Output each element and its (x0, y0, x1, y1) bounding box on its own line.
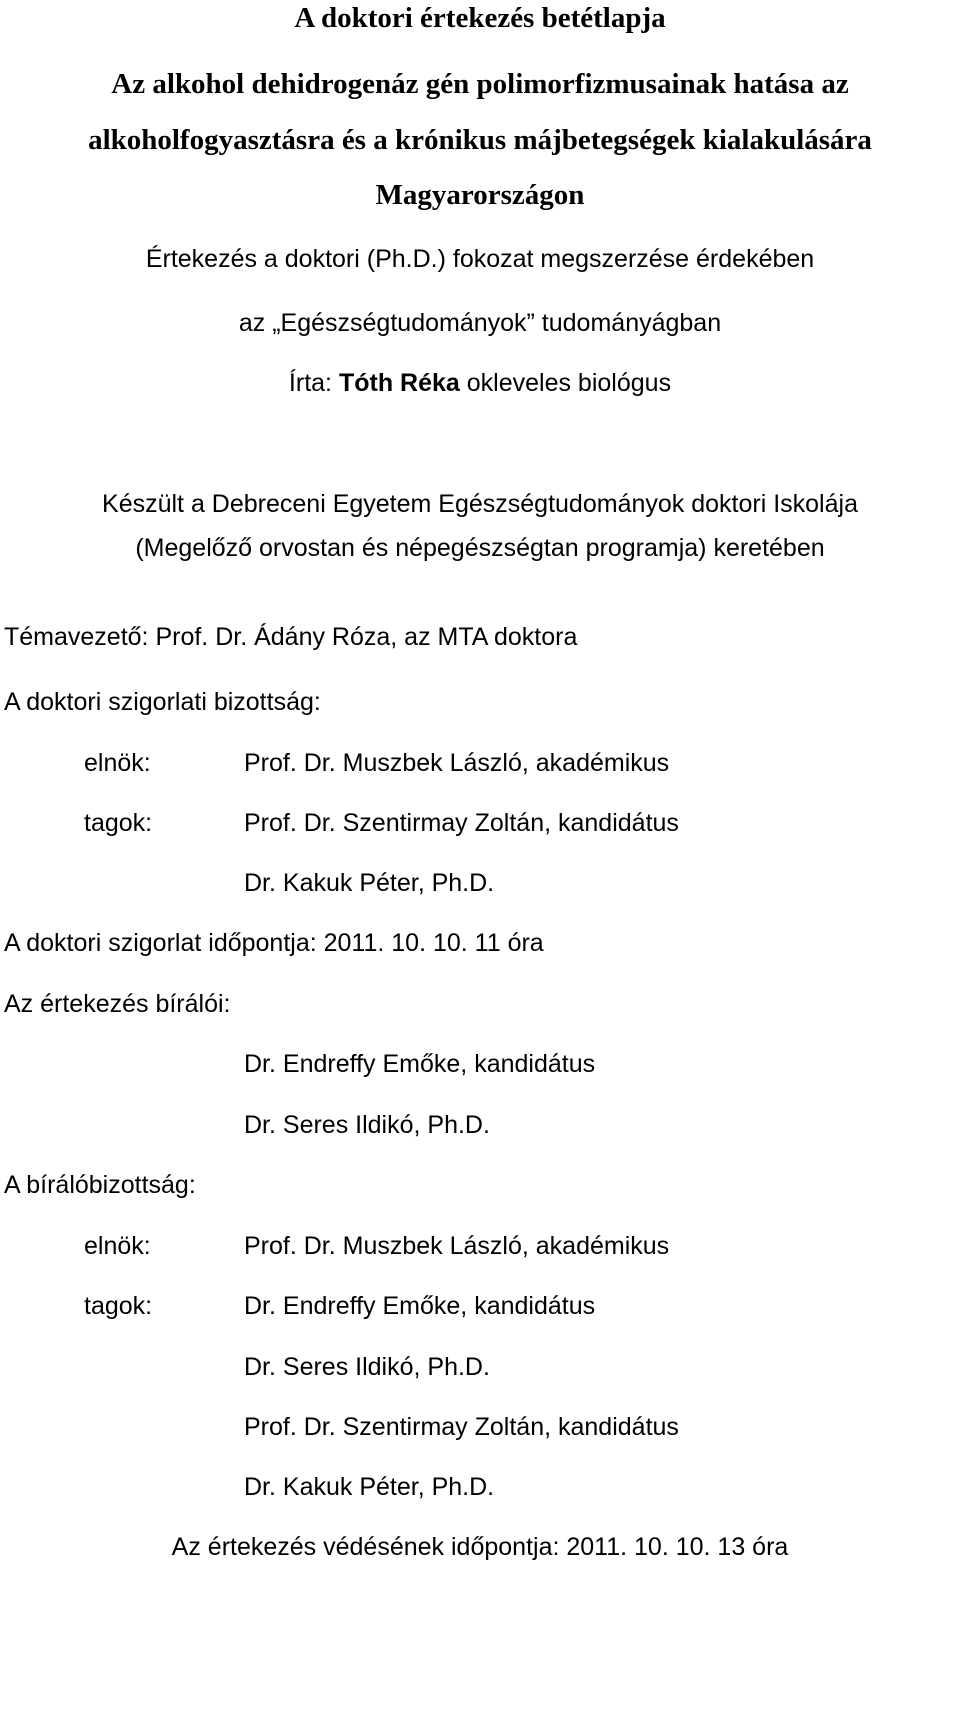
author-line (0, 366, 960, 400)
exam-members-label: tagok: (84, 809, 153, 837)
review-member: Dr. Endreffy Emőke, kandidátus (244, 1292, 596, 1320)
thesis-title-line-1: Az alkohol dehidrogenáz gén polimorfizmusainak hatása az (111, 68, 849, 100)
review-member: Dr. Seres Ildikó, Ph.D. (244, 1353, 490, 1381)
degree-line-2: az „Egészségtudományok” tudományágban (238, 309, 722, 337)
degree-line-1: Értekezés a doktori (Ph.D.) fokozat megszerzése érdekében (145, 245, 815, 273)
exam-member: Dr. Kakuk Péter, Ph.D. (244, 869, 495, 897)
review-member: Prof. Dr. Szentirmay Zoltán, kandidátus (244, 1413, 679, 1441)
thesis-title-line-3: Magyarországon (375, 179, 585, 211)
review-chair-label: elnök: (84, 1232, 151, 1260)
review-member: Dr. Kakuk Péter, Ph.D. (244, 1473, 495, 1501)
exam-member: Prof. Dr. Szentirmay Zoltán, kandidátus (244, 809, 679, 837)
exam-chair-label: elnök: (84, 749, 151, 777)
reviewer-name: Dr. Endreffy Emőke, kandidátus (244, 1050, 596, 1078)
school-line-2: (Megelőző orvostan és népegészségtan programja) keretében (135, 534, 825, 562)
thesis-title-line-2: alkoholfogyasztásra és a krónikus májbetegségek kialakulására (88, 124, 872, 156)
defense-date-line: Az értekezés védésének időpontja: 2011. 10. 10. 13 óra (171, 1533, 789, 1561)
exam-committee-heading: A doktori szigorlati bizottság: (4, 688, 321, 716)
author-suffix: okleveles biológus (466, 369, 672, 397)
page-title: A doktori értekezés betétlapja (294, 2, 666, 34)
author-prefix: Írta: (288, 369, 332, 397)
exam-chair-name: Prof. Dr. Muszbek László, akadémikus (244, 749, 670, 777)
school-line-1: Készült a Debreceni Egyetem Egészségtudományok doktori Iskolája (102, 490, 858, 518)
review-chair-name: Prof. Dr. Muszbek László, akadémikus (244, 1232, 670, 1260)
reviewers-heading: Az értekezés bírálói: (4, 990, 231, 1018)
review-committee-heading: A bírálóbizottság: (4, 1171, 196, 1199)
author-name: Tóth Réka (338, 369, 460, 397)
reviewer-name: Dr. Seres Ildikó, Ph.D. (244, 1111, 490, 1139)
review-members-label: tagok: (84, 1292, 153, 1320)
exam-date-line: A doktori szigorlat időpontja: 2011. 10. 10. 11 óra (4, 929, 544, 957)
supervisor-line: Témavezető: Prof. Dr. Ádány Róza, az MTA doktora (4, 623, 578, 651)
